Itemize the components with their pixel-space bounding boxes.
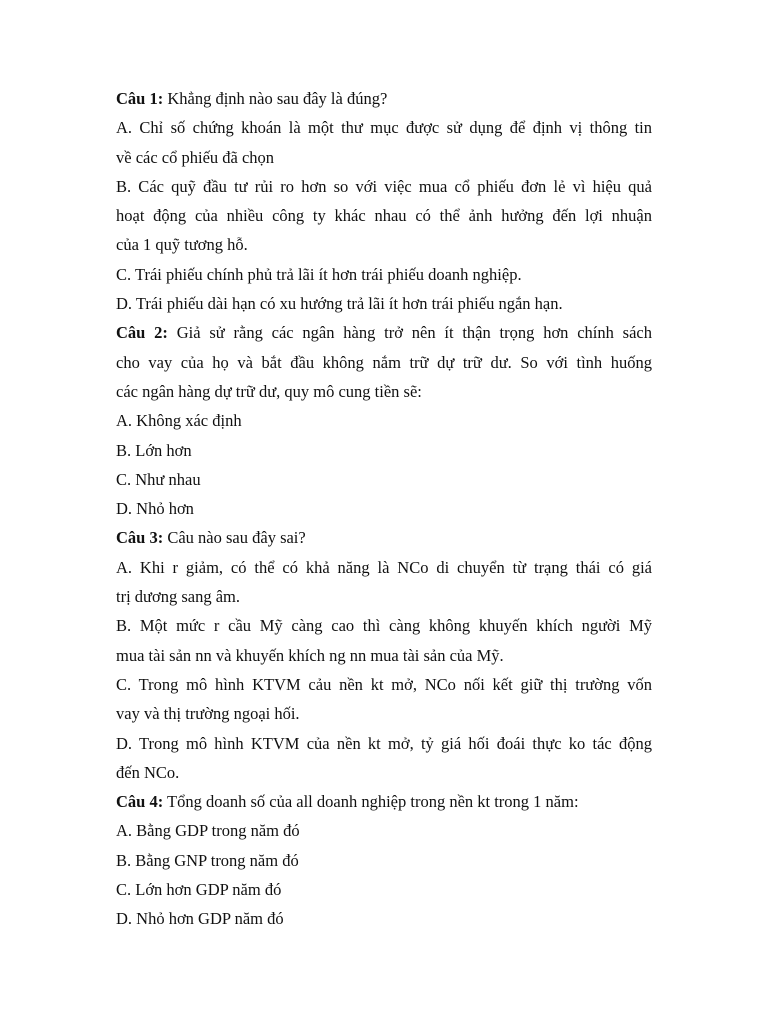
option-c-line-1: C. Như nhau xyxy=(116,469,201,489)
option-a-line-1: A. Chỉ số chứng khoán là một thư mục được sử dụng để định vị thông tin xyxy=(116,118,652,138)
option-a-line-2: về các cổ phiếu đã chọn xyxy=(116,147,275,167)
option-b-line-1: B. Lớn hơn xyxy=(116,440,192,460)
question-4 xyxy=(116,787,652,933)
question-label: Câu 3: xyxy=(116,528,164,548)
option-a-line-1: A. Khi r giảm, có thể có khả năng là NCo di chuyển từ trạng thái có giá xyxy=(116,557,652,577)
option-a-line-2: trị dương sang âm. xyxy=(116,587,240,607)
question-2 xyxy=(116,318,652,523)
question-3 xyxy=(116,523,652,787)
question-list xyxy=(116,84,652,934)
question-prompt: Câu nào sau đây sai? xyxy=(167,528,306,548)
question-prompt: Tổng doanh số của all doanh nghiệp trong nền kt trong 1 năm: xyxy=(167,792,579,812)
question-3-heading xyxy=(116,523,652,552)
question-label: Câu 2: xyxy=(116,323,168,343)
option-d-line-1: D. Trong mô hình KTVM của nền kt mở, tỷ giá hối đoái thực ko tác động xyxy=(116,733,652,753)
option-c-line-1: C. Trong mô hình KTVM cảu nền kt mở, NCo nối kết giữ thị trường vốn xyxy=(116,674,652,694)
question-1 xyxy=(116,84,652,318)
question-label: Câu 1: xyxy=(116,89,164,108)
question-prompt-line-2: cho vay của họ và bắt đầu không nắm trữ dự trữ dư. So với tình huống xyxy=(116,352,652,372)
option-d-line-2: đến NCo. xyxy=(116,762,180,782)
question-1-heading xyxy=(116,84,652,113)
option-a-line-1: A. Bằng GDP trong năm đó xyxy=(116,821,300,841)
option-b-line-1: B. Các quỹ đầu tư rủi ro hơn so với việc mua cổ phiếu đơn lẻ vì hiệu quả xyxy=(116,176,652,196)
option-d-line-1: D. Trái phiếu dài hạn có xu hướng trả lãi ít hơn trái phiếu ngắn hạn. xyxy=(116,294,563,314)
option-c-line-1: C. Trái phiếu chính phủ trả lãi ít hơn trái phiếu doanh nghiệp. xyxy=(116,264,522,284)
option-b-line-1: B. Bằng GNP trong năm đó xyxy=(116,850,299,870)
option-d-line-1: D. Nhỏ hơn GDP năm đó xyxy=(116,909,284,929)
question-label: Câu 4: xyxy=(116,792,164,812)
option-a-line-1: A. Không xác định xyxy=(116,411,242,431)
question-prompt-line-3: các ngân hàng dự trữ dư, quy mô cung tiền sẽ: xyxy=(116,381,422,401)
option-d-line-1: D. Nhỏ hơn xyxy=(116,499,194,519)
question-2-heading xyxy=(116,318,652,347)
option-c-line-1: C. Lớn hơn GDP năm đó xyxy=(116,880,282,900)
question-prompt: Giả sử rằng các ngân hàng trở nên ít thận trọng hơn chính sách xyxy=(176,323,653,343)
option-c-line-2: vay và thị trường ngoại hối. xyxy=(116,704,300,724)
option-b-line-2: mua tài sản nn và khuyến khích ng nn mua tài sản của Mỹ. xyxy=(116,645,504,665)
question-4-heading xyxy=(116,787,652,816)
option-b-line-1: B. Một mức r cầu Mỹ càng cao thì càng không khuyến khích người Mỹ xyxy=(116,616,652,636)
question-prompt: Khẳng định nào sau đây là đúng? xyxy=(167,89,388,108)
option-b-line-2: hoạt động của nhiều công ty khác nhau có thể ảnh hưởng đến lợi nhuận xyxy=(116,206,652,226)
option-b-line-3: của 1 quỹ tương hỗ. xyxy=(116,235,248,255)
